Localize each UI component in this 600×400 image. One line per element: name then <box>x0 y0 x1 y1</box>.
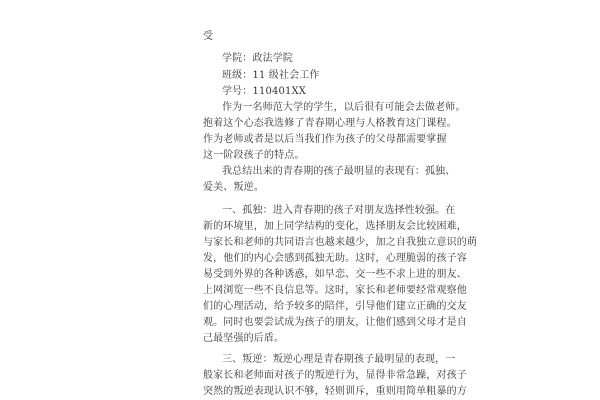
paragraph-2-line-2: 爱美、叛逆。 <box>203 182 264 193</box>
meta-student-id: 学号：110401XX <box>222 86 307 97</box>
paragraph-3-line-6: 上网浏览一些不良信息等。这时，家长和老师要经常观察他 <box>203 285 467 296</box>
paragraph-1-line-4: 这一阶段孩子的特点。 <box>203 150 305 161</box>
paragraph-3-line-9: 己最坚强的后盾。 <box>203 333 285 344</box>
paragraph-3-line-2: 新的环境里，加上同学结构的变化，选择朋友会比较困难， <box>203 221 467 232</box>
paragraph-4-line-1: 三、叛逆：叛逆心理是青春期孩子最明显的表现，一 <box>222 354 456 365</box>
paragraph-3-line-5: 易受到外界的各种诱惑，如早恋、交一些不求上进的朋友、 <box>203 269 467 280</box>
paragraph-3-line-3: 与家长和老师的共同语言也越来越少，加之自我独立意识的萌 <box>203 237 478 248</box>
heading-fragment: 受 <box>203 31 214 42</box>
paragraph-4-line-2: 般家长和老师面对孩子的叛逆行为，显得非常急躁，对孩子 <box>203 370 467 381</box>
paragraph-1-line-3: 作为老师或者是以后当我们作为孩子的父母都需要掌握 <box>203 134 447 145</box>
paragraph-3-line-7: 们的心理活动，给予较多的陪伴，引导他们建立正确的交友 <box>203 301 467 312</box>
paragraph-4-line-3: 突然的叛逆表现认识不够，轻则训斥，重则用简单粗暴的方 <box>203 386 467 397</box>
meta-class: 班级：11 级社会工作 <box>222 70 320 81</box>
paragraph-3-line-4: 发，他们的内心会感到孤独无助。这时，心理脆弱的孩子容 <box>203 253 467 264</box>
meta-college: 学院：政法学院 <box>222 53 294 64</box>
paragraph-1-line-2: 抱着这个心态我选修了青春期心理与人格教育这门课程。 <box>203 118 457 129</box>
paragraph-1-line-1: 作为一名师范大学的学生，以后很有可能会去做老师。 <box>222 102 466 113</box>
paragraph-2-line-1: 我总结出来的青春期的孩子最明显的表现有：孤独、 <box>222 166 456 177</box>
paragraph-3-line-1: 一、孤独：进入青春期的孩子对朋友选择性较强。在 <box>222 205 456 216</box>
paragraph-3-line-8: 观。同时也要尝试成为孩子的朋友，让他们感到父母才是自 <box>203 317 467 328</box>
